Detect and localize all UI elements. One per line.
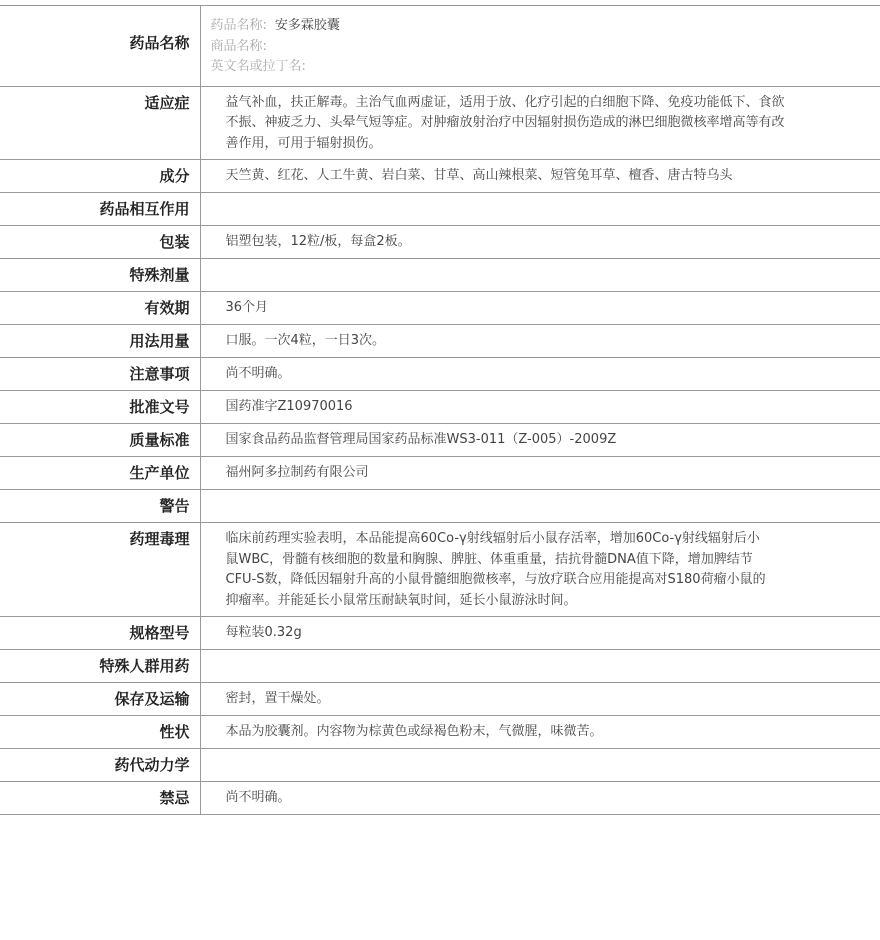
table-row — [0, 749, 880, 782]
name-line — [211, 16, 871, 37]
row-label: 包装 — [0, 226, 200, 259]
row-value: 口服。一次4粒，一日3次。 — [200, 325, 880, 358]
row-label: 药品名称 — [0, 6, 200, 87]
name-key: 英文名或拉丁名: — [210, 59, 306, 74]
row-label: 用法用量 — [0, 325, 200, 358]
row-value: 尚不明确。 — [200, 782, 880, 815]
drug-spec-sheet — [0, 5, 880, 815]
row-label: 有效期 — [0, 292, 200, 325]
drug-spec-table — [0, 5, 880, 815]
row-label: 药代动力学 — [0, 749, 200, 782]
row-label: 保存及运输 — [0, 683, 200, 716]
row-label: 禁忌 — [0, 782, 200, 815]
row-label: 注意事项 — [0, 358, 200, 391]
row-value — [200, 259, 880, 292]
row-value — [200, 650, 880, 683]
row-label: 性状 — [0, 716, 200, 749]
name-value: 安多霖胶囊 — [274, 18, 340, 33]
row-value: 尚不明确。 — [200, 358, 880, 391]
table-row — [0, 6, 880, 87]
row-label: 批准文号 — [0, 391, 200, 424]
row-value: 密封，置干燥处。 — [200, 683, 880, 716]
table-row — [0, 160, 880, 193]
row-value — [200, 490, 880, 523]
row-label: 特殊人群用药 — [0, 650, 200, 683]
table-row — [0, 226, 880, 259]
table-row — [0, 683, 880, 716]
row-label: 药理毒理 — [0, 523, 200, 617]
table-row — [0, 523, 880, 617]
name-line — [211, 37, 871, 58]
table-row — [0, 259, 880, 292]
row-label: 规格型号 — [0, 617, 200, 650]
table-row — [0, 424, 880, 457]
table-row — [0, 193, 880, 226]
row-value: 国家食品药品监督管理局国家药品标准WS3-011（Z-005）-2009Z — [200, 424, 880, 457]
row-label: 质量标准 — [0, 424, 200, 457]
row-value: 国药准字Z10970016 — [200, 391, 880, 424]
name-key: 商品名称: — [210, 38, 267, 54]
name-key: 药品名称: — [210, 18, 267, 33]
row-value — [200, 193, 880, 226]
table-row — [0, 650, 880, 683]
row-value: 天竺黄、红花、人工牛黄、岩白菜、甘草、高山辣根菜、短管兔耳草、檀香、唐古特乌头 — [200, 160, 880, 193]
table-row — [0, 292, 880, 325]
table-row — [0, 490, 880, 523]
table-row — [0, 358, 880, 391]
table-row — [0, 391, 880, 424]
row-label: 成分 — [0, 160, 200, 193]
row-label: 特殊剂量 — [0, 259, 200, 292]
row-label: 药品相互作用 — [0, 193, 200, 226]
table-row — [0, 716, 880, 749]
row-value: 36个月 — [200, 292, 880, 325]
row-value: 铝塑包装，12粒/板，每盒2板。 — [200, 226, 880, 259]
table-row — [0, 86, 880, 160]
row-value: 福州阿多拉制药有限公司 — [200, 457, 880, 490]
row-value: 本品为胶囊剂。内容物为棕黄色或绿褐色粉末，气微腥，味微苦。 — [200, 716, 880, 749]
table-row — [0, 457, 880, 490]
row-value: 临床前药理实验表明，本品能提高60Co-γ射线辐射后小鼠存活率，增加60Co-γ射线辐射后小鼠WBC，骨髓有核细胞的数量和胸腺、脾脏、体重重量，拮抗骨髓DNA值下降，增加脾结节CFU-S数，降低因辐射升高的小鼠骨髓细胞微核率，与放疗联合应用能提高对S180荷瘤小鼠的抑瘤率。并能延长小鼠常压耐缺氧时间，延长小鼠游泳时间。 — [200, 523, 880, 617]
row-label: 警告 — [0, 490, 200, 523]
name-fields — [200, 6, 880, 87]
table-row — [0, 782, 880, 815]
table-row — [0, 325, 880, 358]
row-label: 适应症 — [0, 86, 200, 160]
row-value — [200, 749, 880, 782]
row-label: 生产单位 — [0, 457, 200, 490]
name-line — [211, 57, 871, 78]
row-value: 益气补血，扶正解毒。主治气血两虚证，适用于放、化疗引起的白细胞下降、免疫功能低下、食欲不振、神疲乏力、头晕气短等症。对肿瘤放射治疗中因辐射损伤造成的淋巴细胞微核率增高等有改善作用，可用于辐射损伤。 — [200, 86, 880, 160]
table-row — [0, 617, 880, 650]
row-value: 每粒装0.32g — [200, 617, 880, 650]
